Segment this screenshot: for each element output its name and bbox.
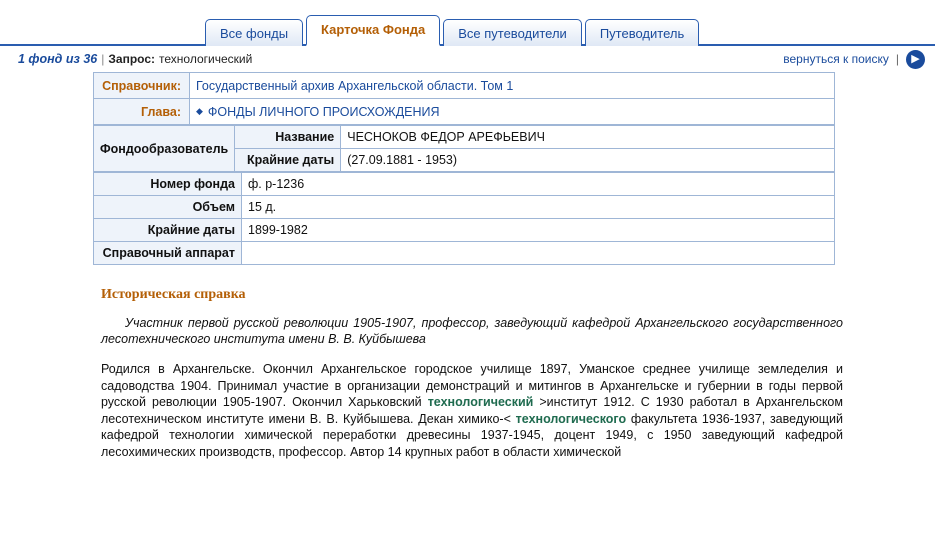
diamond-bullet-icon: ◆ bbox=[196, 105, 203, 116]
fund-number-value: ф. р-1236 bbox=[242, 173, 835, 196]
finding-aid-value bbox=[242, 242, 835, 265]
table-row bbox=[94, 173, 835, 196]
table-row bbox=[94, 99, 835, 125]
next-arrow-icon[interactable]: ▶ bbox=[906, 50, 925, 69]
search-highlight-2: технологического bbox=[515, 411, 627, 426]
search-highlight-1: технологический bbox=[427, 395, 534, 409]
tab-fund-card[interactable]: Карточка Фонда bbox=[306, 15, 440, 46]
creator-dates-label: Крайние даты bbox=[235, 149, 341, 172]
info-bar-actions bbox=[783, 46, 925, 72]
body-text-3: факультета 1936-1937, заведующий кафедрой технологии химической переработки древесины 1937-1945, доцент 1949, с 1950 заведующий кафедрой лесохимических производств, профессор. Автор 14 крупных работ в области химической bbox=[101, 411, 843, 459]
back-to-search-link[interactable]: вернуться к поиску bbox=[783, 52, 889, 66]
creator-table bbox=[93, 125, 835, 172]
tab-bar bbox=[0, 0, 935, 46]
table-row bbox=[94, 126, 835, 149]
creator-group-label: Фондообразователь bbox=[94, 126, 235, 172]
reference-label: Справочник: bbox=[94, 73, 190, 99]
tab-all-guides[interactable]: Все путеводители bbox=[443, 19, 582, 46]
tab-list bbox=[205, 13, 699, 44]
content-area bbox=[0, 72, 935, 460]
table-row bbox=[94, 219, 835, 242]
extreme-dates-label: Крайние даты bbox=[94, 219, 242, 242]
tab-guide[interactable]: Путеводитель bbox=[585, 19, 699, 46]
chapter-label: Глава: bbox=[94, 99, 190, 125]
query-label: Запрос: bbox=[108, 52, 156, 66]
historical-note-title: Историческая справка bbox=[101, 287, 246, 302]
creator-name-label: Название bbox=[235, 126, 341, 149]
reference-table bbox=[93, 72, 835, 125]
chapter-value-cell bbox=[190, 99, 835, 125]
historical-note-body bbox=[101, 361, 843, 460]
finding-aid-label: Справочный аппарат bbox=[94, 242, 242, 265]
table-row bbox=[94, 242, 835, 265]
historical-note-subtitle: Участник первой русской революции 1905-1907, профессор, заведующий кафедрой Архангельского государственного лесотехнического института имени В. В. Куйбышева bbox=[101, 316, 843, 346]
extreme-dates-value: 1899-1982 bbox=[242, 219, 835, 242]
action-separator: | bbox=[895, 52, 899, 66]
fund-number-label: Номер фонда bbox=[94, 173, 242, 196]
details-table bbox=[93, 172, 835, 265]
separator: | bbox=[101, 52, 105, 66]
volume-value: 15 д. bbox=[242, 196, 835, 219]
query-summary bbox=[18, 52, 252, 66]
info-bar bbox=[0, 46, 935, 72]
body-text-2: >институт 1912. С 1930 работал в Архангельском лесотехническом институте имени В. В. Куйбышева. Декан химико-< bbox=[101, 395, 843, 426]
tab-all-funds[interactable]: Все фонды bbox=[205, 19, 303, 46]
table-row bbox=[94, 73, 835, 99]
result-count: 1 фонд из 36 bbox=[18, 52, 98, 66]
volume-label: Объем bbox=[94, 196, 242, 219]
chapter-value[interactable]: ФОНДЫ ЛИЧНОГО ПРОИСХОЖДЕНИЯ bbox=[207, 104, 440, 119]
reference-value[interactable]: Государственный архив Архангельской области. Том 1 bbox=[190, 73, 835, 99]
creator-dates-value: (27.09.1881 - 1953) bbox=[341, 149, 835, 172]
table-row bbox=[94, 196, 835, 219]
body-text-1: Родился в Архангельске. Окончил Архангельское городское училище 1897, Уманское среднее училище земледелия и садоводства 1904. Принимал участие в организации демонстраций и митингов в Архангельске и губернии в годы первой русской революции 1905-1907. Окончил Харьковский bbox=[101, 362, 843, 409]
creator-name-value: ЧЕСНОКОВ ФЕДОР АРЕФЬЕВИЧ bbox=[341, 126, 835, 149]
query-value: технологический bbox=[159, 52, 253, 66]
